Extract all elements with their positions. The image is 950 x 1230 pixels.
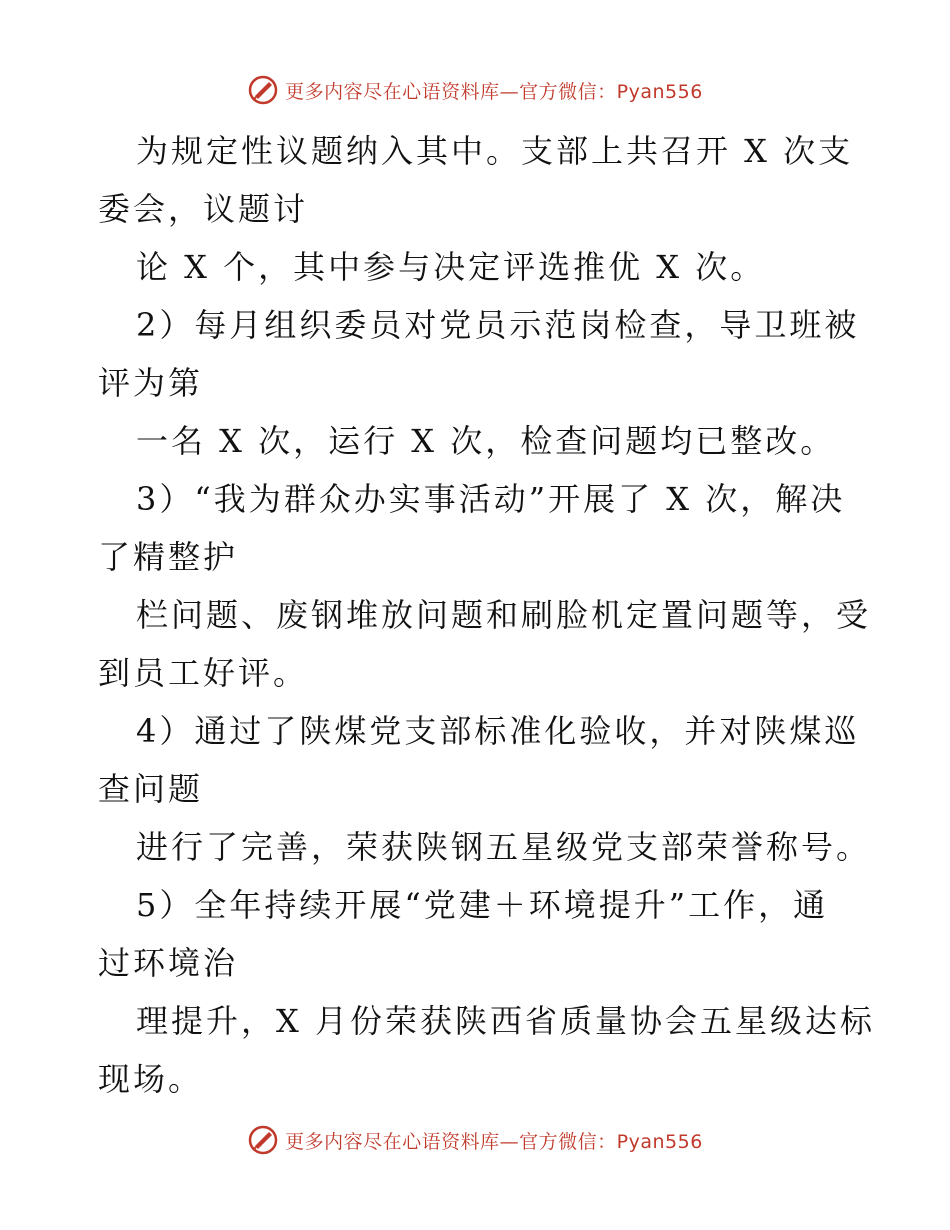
text-line: 过环境治 xyxy=(98,944,239,982)
text-line: 为规定性议题纳入其中。支部上共召开 X 次支 xyxy=(136,132,854,170)
text-line: 栏问题、废钢堆放问题和刷脸机定置问题等，受 xyxy=(136,596,872,634)
watermark-handle: Pyan556 xyxy=(616,80,703,103)
text-line: 查问题 xyxy=(98,770,204,808)
watermark-text: 更多内容尽在心语资料库—官方微信：Pyan556 xyxy=(285,80,703,103)
brand-logo-icon xyxy=(247,74,279,106)
text-line: 了精整护 xyxy=(98,538,239,576)
text-line: 2）每月组织委员对党员示范岗检查，导卫班被 xyxy=(136,306,860,344)
text-line: 进行了完善，荣获陕钢五星级党支部荣誉称号。 xyxy=(136,828,872,866)
text-line: 委会，议题讨 xyxy=(98,190,309,228)
text-line: 4）通过了陕煤党支部标准化验收，并对陕煤巡 xyxy=(136,712,860,750)
text-line: 3）“我为群众办实事活动”开展了 X 次，解决 xyxy=(136,480,846,518)
watermark-handle: Pyan556 xyxy=(616,1130,703,1153)
text-line: 理提升，X 月份荣获陕西省质量协会五星级达标 xyxy=(136,1002,875,1040)
text-line: 评为第 xyxy=(98,364,204,402)
text-line: 一名 X 次，运行 X 次，检查问题均已整改。 xyxy=(136,422,836,460)
brand-logo-icon xyxy=(247,1124,279,1156)
text-line: 现场。 xyxy=(98,1060,204,1098)
watermark-text: 更多内容尽在心语资料库—官方微信：Pyan556 xyxy=(285,1130,703,1153)
document-body xyxy=(98,122,875,1108)
header-watermark xyxy=(0,70,950,110)
footer-watermark xyxy=(0,1120,950,1160)
text-line: 到员工好评。 xyxy=(98,654,309,692)
text-line: 论 X 个，其中参与决定评选推优 X 次。 xyxy=(136,248,766,286)
text-line: 5）全年持续开展“党建＋环境提升”工作，通 xyxy=(136,886,829,924)
